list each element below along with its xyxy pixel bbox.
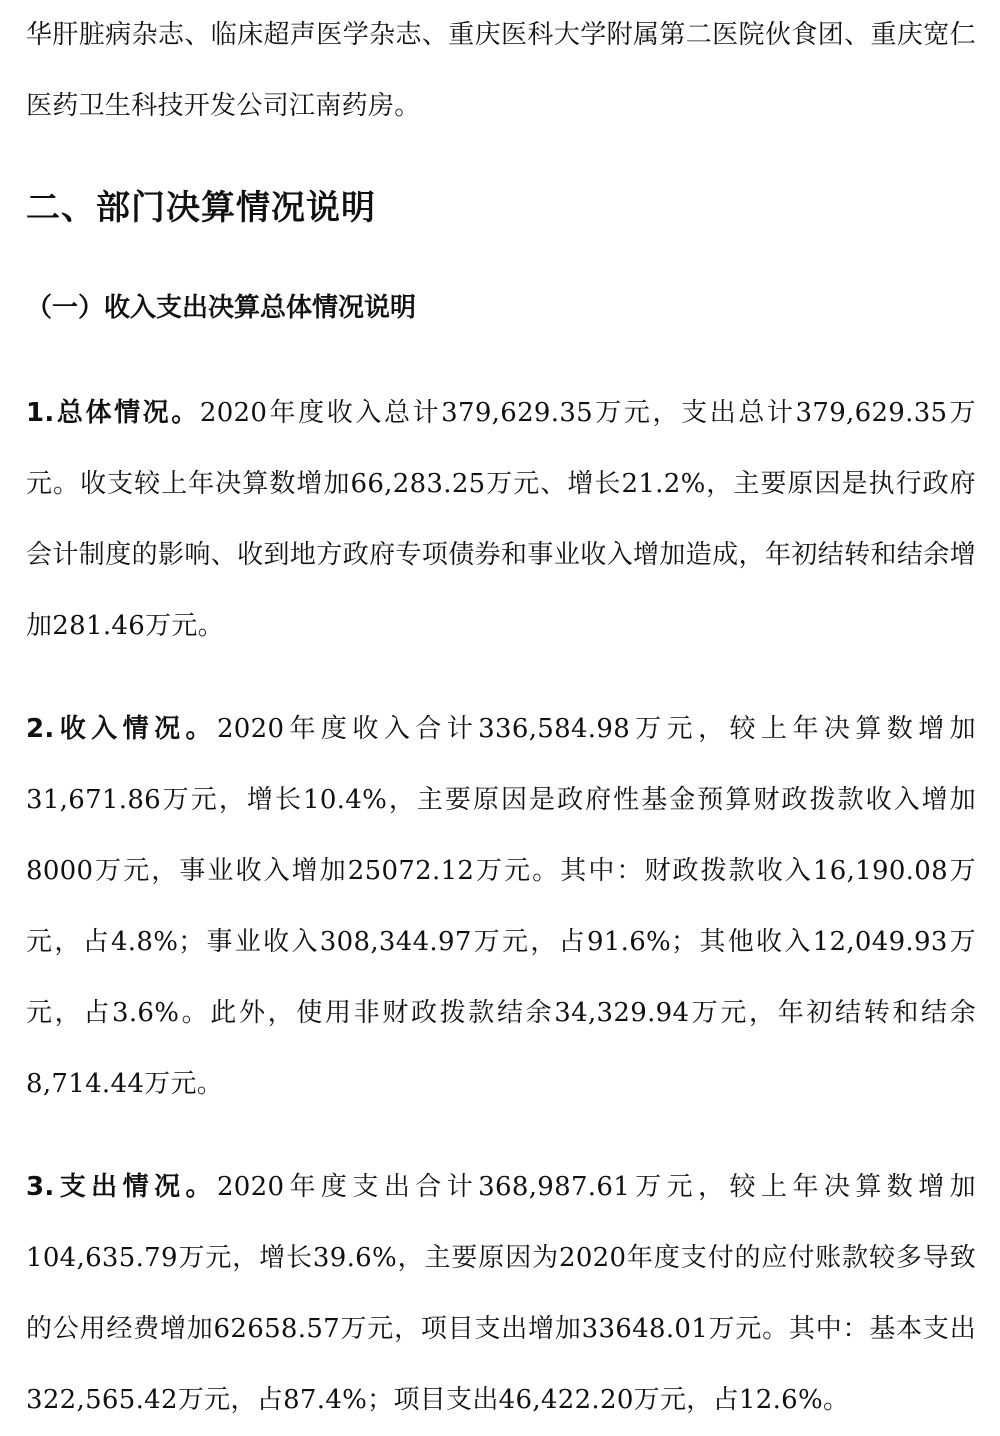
paragraph-overall-text: 2020年度收入总计379,629.35万元，支出总计379,629.35万元。收支较上年决算数增加66,283.25万元、增长21.2%，主要原因是执行政府会计制度的影响、收到地方政府专项债券和事业收入增加造成，年初结转和结余增加281.46万元。 (26, 398, 976, 641)
paragraph-expenditure-text: 2020年度支出合计368,987.61万元，较上年决算数增加104,635.79万元，增长39.6%，主要原因为2020年度支付的应付账款较多导致的公用经费增加62658.57万元，项目支出增加33648.01万元。其中：基本支出322,565.42万元，占87.4%；项目支出46,422.20万元，占12.6%。 (26, 1172, 976, 1415)
section-title: 二、部门决算情况说明 (26, 188, 376, 228)
intro-paragraph: 华肝脏病杂志、临床超声医学杂志、重庆医科大学附属第二医院伙食团、重庆宽仁医药卫生科技开发公司江南药房。 (26, 20, 976, 121)
paragraph-overall (26, 378, 976, 662)
subsection-title: （一）收入支出决算总体情况说明 (26, 293, 417, 323)
paragraph-expenditure-label: 3.支出情况。 (26, 1172, 217, 1202)
paragraph-income-label: 2.收入情况。 (26, 714, 217, 744)
paragraph-overall-label: 1.总体情况。 (26, 398, 200, 428)
paragraph-income-text: 2020年度收入合计336,584.98万元，较上年决算数增加31,671.86万元，增长10.4%，主要原因是政府性基金预算财政拨款收入增加8000万元，事业收入增加25072.12万元。其中：财政拨款收入16,190.08万元，占4.8%；事业收入308,344.97万元，占91.6%；其他收入12,049.93万元，占3.6%。此外，使用非财政拨款结余34,329.94万元，年初结转和结余8,714.44万元。 (26, 714, 976, 1099)
paragraph-income (26, 694, 976, 1120)
paragraph-expenditure (26, 1152, 976, 1436)
